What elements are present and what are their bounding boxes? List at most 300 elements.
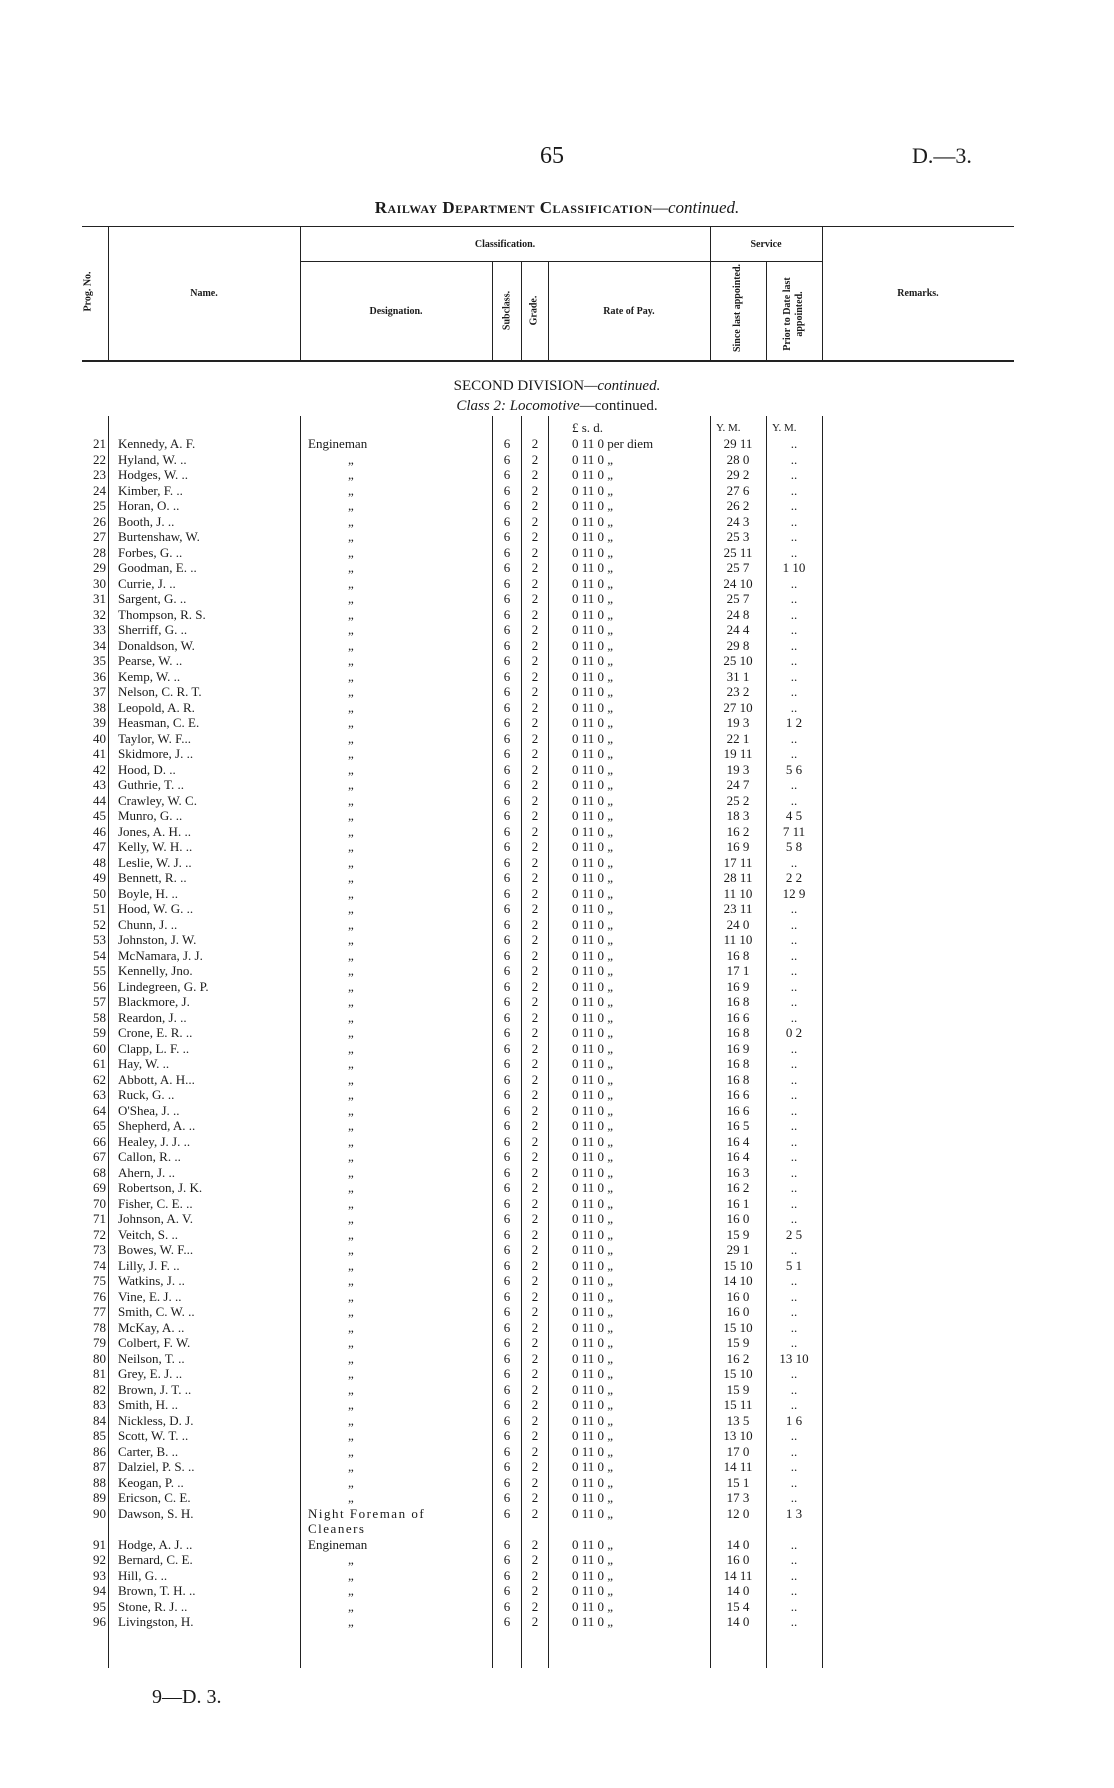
row-grade: 2 (531, 1614, 539, 1629)
row-subclass: 6 (503, 1459, 511, 1474)
row-designation: „ (348, 1428, 354, 1443)
row-name: Grey, E. J. .. (118, 1366, 183, 1381)
row-name: Heasman, C. E. (118, 715, 200, 730)
row-rate-of-pay: 0 11 0 „ (572, 808, 614, 823)
header-bottom-rule (82, 360, 1014, 362)
row-designation: „ (348, 1009, 354, 1025)
row-designation: „ (348, 1350, 354, 1366)
table-row (0, 1211, 1114, 1227)
row-grade: 2 (531, 1087, 539, 1102)
row-designation: „ (348, 715, 354, 730)
row-subclass: 6 (503, 761, 511, 777)
row-designation: „ (348, 1149, 354, 1164)
row-name: Hyland, W. .. (118, 451, 187, 467)
row-designation: „ (348, 1397, 354, 1412)
row-grade: 2 (531, 529, 539, 544)
row-subclass: 6 (503, 870, 511, 885)
table-row (0, 1273, 1114, 1289)
row-rate-of-pay: 0 11 0 „ (572, 1242, 614, 1257)
row-grade: 2 (531, 1366, 539, 1381)
table-row (0, 1366, 1114, 1382)
row-rate-of-pay: 0 11 0 „ (572, 1583, 614, 1598)
table-row (0, 963, 1114, 979)
row-rate-of-pay: 0 11 0 „ (572, 823, 614, 839)
row-prog-no: 84 (93, 1412, 106, 1428)
row-rate-of-pay: 0 11 0 „ (572, 1118, 614, 1133)
row-since-last: 16 6 (726, 1087, 750, 1102)
row-since-last: 17 11 (723, 854, 753, 870)
row-grade: 2 (531, 482, 539, 498)
row-name: Ericson, C. E. (118, 1490, 191, 1505)
row-grade: 2 (531, 885, 539, 901)
row-name: Watkins, J. .. (118, 1273, 185, 1288)
row-name: Ruck, G. .. (118, 1087, 175, 1102)
row-subclass: 6 (503, 1257, 511, 1273)
row-designation: „ (348, 1071, 354, 1087)
row-prior-to-date: .. (790, 1288, 798, 1304)
row-subclass: 6 (503, 994, 511, 1009)
row-prior-to-date: .. (790, 792, 798, 808)
row-since-last: 28 0 (726, 451, 750, 467)
row-grade: 2 (531, 1350, 539, 1366)
row-prior-to-date: .. (790, 668, 798, 684)
row-name: Neilson, T. .. (118, 1350, 185, 1366)
row-prog-no: 54 (93, 947, 106, 963)
row-designation: „ (348, 978, 354, 994)
row-rate-of-pay: 0 11 0 „ (572, 513, 614, 529)
row-grade: 2 (531, 1025, 539, 1040)
row-grade: 2 (531, 544, 539, 560)
row-designation: „ (348, 1474, 354, 1490)
row-prior-to-date: .. (790, 1459, 798, 1474)
page-number: 65 (540, 143, 564, 169)
row-since-last: 19 3 (726, 761, 750, 777)
row-rate-of-pay: 0 11 0 „ (572, 1412, 614, 1428)
table-row (0, 1444, 1114, 1460)
table-row (0, 1072, 1114, 1088)
table-row (0, 1382, 1114, 1398)
row-prog-no: 32 (93, 606, 106, 622)
table-row (0, 607, 1114, 623)
row-prog-no: 57 (93, 994, 106, 1009)
row-name: Jones, A. H. .. (118, 823, 191, 839)
row-rate-of-pay: 0 11 0 „ (572, 544, 614, 560)
row-grade: 2 (531, 1273, 539, 1288)
row-name: Nickless, D. J. (118, 1412, 194, 1428)
row-subclass: 6 (503, 1040, 511, 1056)
row-prog-no: 46 (93, 823, 106, 839)
row-grade: 2 (531, 1257, 539, 1273)
row-name: Lindegreen, G. P. (118, 978, 209, 994)
row-since-last: 16 0 (726, 1552, 750, 1567)
row-rate-of-pay: 0 11 0 „ (572, 1180, 614, 1195)
row-prog-no: 74 (93, 1257, 106, 1273)
table-row (0, 1025, 1114, 1041)
row-since-last: 31 1 (726, 668, 750, 684)
row-name: Bennett, R. .. (118, 870, 187, 885)
row-rate-of-pay: 0 11 0 „ (572, 1459, 614, 1474)
row-rate-of-pay: 0 11 0 „ (572, 1350, 614, 1366)
row-prior-to-date: .. (790, 1583, 798, 1598)
row-prog-no: 42 (93, 761, 106, 777)
table-row (0, 638, 1114, 654)
document-reference: D.—3. (912, 143, 972, 168)
row-prior-to-date: .. (790, 436, 798, 451)
row-prog-no: 41 (93, 746, 106, 761)
row-since-last: 15 9 (726, 1226, 750, 1242)
row-prior-to-date: .. (790, 653, 798, 668)
header-top-rule (82, 226, 1014, 227)
row-prog-no: 29 (93, 560, 106, 575)
row-name: Guthrie, T. .. (118, 777, 184, 792)
table-row (0, 824, 1114, 840)
header-designation: Designation. (369, 306, 423, 317)
row-grade: 2 (531, 606, 539, 622)
row-prog-no: 23 (93, 467, 106, 482)
row-prog-no: 34 (93, 637, 106, 653)
row-since-last: 23 2 (726, 684, 750, 699)
row-grade: 2 (531, 1164, 539, 1180)
row-rate-of-pay: 0 11 0 „ (572, 1428, 614, 1443)
row-grade: 2 (531, 575, 539, 591)
row-prior-to-date: 2 5 (785, 1226, 803, 1242)
row-subclass: 6 (503, 1335, 511, 1350)
row-prior-to-date: .. (790, 529, 798, 544)
row-prior-to-date: .. (790, 637, 798, 653)
row-prog-no: 35 (93, 653, 106, 668)
row-subclass: 6 (503, 746, 511, 761)
row-grade: 2 (531, 451, 539, 467)
table-row (0, 436, 1114, 452)
row-name: Thompson, R. S. (118, 606, 206, 622)
table-row (0, 1118, 1114, 1134)
row-name: Hood, W. G. .. (118, 901, 194, 916)
row-prior-to-date: .. (790, 575, 798, 591)
row-prior-to-date: .. (790, 1133, 798, 1149)
table-row (0, 483, 1114, 499)
row-prog-no: 76 (93, 1288, 106, 1304)
row-subclass: 6 (503, 715, 511, 730)
row-since-last: 26 2 (726, 498, 750, 513)
row-rate-of-pay: 0 11 0 „ (572, 1614, 614, 1629)
row-grade: 2 (531, 777, 539, 792)
row-prog-no: 91 (93, 1536, 106, 1552)
row-prior-to-date: 5 6 (785, 761, 803, 777)
table-row (0, 1320, 1114, 1336)
row-since-last: 22 1 (726, 730, 750, 746)
row-rate-of-pay: 0 11 0 „ (572, 1164, 614, 1180)
row-grade: 2 (531, 513, 539, 529)
row-designation: „ (348, 916, 354, 932)
row-rate-of-pay: 0 11 0 „ (572, 916, 614, 932)
row-name: Hill, G. .. (118, 1567, 168, 1583)
row-subclass: 6 (503, 1567, 511, 1583)
row-name: Kennedy, A. F. (118, 436, 196, 451)
row-name: Chunn, J. .. (118, 916, 178, 932)
row-prog-no: 33 (93, 622, 106, 637)
row-designation: „ (348, 839, 354, 854)
table-row (0, 684, 1114, 700)
row-designation: „ (348, 1025, 354, 1040)
row-designation: Engineman (308, 1536, 368, 1552)
row-subclass: 6 (503, 1009, 511, 1025)
row-grade: 2 (531, 1133, 539, 1149)
row-prog-no: 56 (93, 978, 106, 994)
row-grade: 2 (531, 1118, 539, 1133)
row-subclass: 6 (503, 1428, 511, 1443)
row-rate-of-pay: 0 11 0 „ (572, 1211, 614, 1226)
row-designation: „ (348, 730, 354, 746)
table-row (0, 1242, 1114, 1258)
table-row (0, 514, 1114, 530)
row-prog-no: 53 (93, 932, 106, 947)
row-name: Hodges, W. .. (118, 467, 189, 482)
row-designation: „ (348, 1443, 354, 1459)
row-rate-of-pay: 0 11 0 „ (572, 467, 614, 482)
row-name: Munro, G. .. (118, 808, 183, 823)
row-subclass: 6 (503, 1397, 511, 1412)
row-subclass: 6 (503, 482, 511, 498)
row-rate-of-pay: 0 11 0 „ (572, 777, 614, 792)
row-since-last: 16 8 (726, 1071, 750, 1087)
row-name: Callon, R. .. (118, 1149, 181, 1164)
row-rate-of-pay: 0 11 0 „ (572, 1273, 614, 1288)
row-rate-of-pay: 0 11 0 „ (572, 1304, 614, 1319)
row-prior-to-date: 13 10 (779, 1350, 809, 1366)
money-unit-header: £ s. d. (572, 420, 604, 435)
row-rate-of-pay: 0 11 0 „ (572, 932, 614, 947)
row-designation: „ (348, 1288, 354, 1304)
row-rate-of-pay: 0 11 0 „ (572, 901, 614, 916)
row-grade: 2 (531, 1335, 539, 1350)
table-row (0, 700, 1114, 716)
row-name: Ahern, J. .. (118, 1164, 176, 1180)
table-row (0, 932, 1114, 948)
row-subclass: 6 (503, 1102, 511, 1118)
row-subclass: 6 (503, 1366, 511, 1381)
row-name: Healey, J. J. .. (118, 1133, 191, 1149)
row-name: Bowes, W. F... (118, 1242, 194, 1257)
row-since-last: 16 9 (726, 1040, 750, 1056)
row-prior-to-date: 12 9 (782, 885, 806, 901)
table-row (0, 901, 1114, 917)
row-name: Sargent, G. .. (118, 591, 187, 606)
header-prior-to-date: Prior to Date last appointed. (782, 277, 805, 351)
table-row (0, 1165, 1114, 1181)
row-prior-to-date: 1 6 (785, 1412, 803, 1428)
row-since-last: 15 10 (723, 1257, 753, 1273)
row-prog-no: 48 (93, 854, 106, 870)
row-designation: „ (348, 808, 354, 823)
row-designation: „ (348, 544, 354, 560)
row-prior-to-date: .. (790, 746, 798, 761)
row-subclass: 6 (503, 436, 511, 451)
row-name: Dawson, S. H. (118, 1505, 194, 1521)
row-since-last: 16 0 (726, 1211, 750, 1226)
row-designation: „ (348, 622, 354, 637)
row-subclass: 6 (503, 467, 511, 482)
table-row (0, 1227, 1114, 1243)
row-prog-no: 28 (93, 544, 106, 560)
row-prior-to-date: .. (790, 1428, 798, 1443)
row-subclass: 6 (503, 1552, 511, 1567)
row-prog-no: 40 (93, 730, 106, 746)
row-grade: 2 (531, 808, 539, 823)
row-prior-to-date: .. (790, 947, 798, 963)
row-prog-no: 86 (93, 1443, 106, 1459)
row-since-last: 29 8 (726, 637, 750, 653)
row-rate-of-pay: 0 11 0 „ (572, 1195, 614, 1211)
row-designation: „ (348, 1087, 354, 1102)
row-since-last: 24 4 (726, 622, 750, 637)
section-title (0, 378, 1114, 395)
row-subclass: 6 (503, 1025, 511, 1040)
row-since-last: 25 3 (726, 529, 750, 544)
row-designation: „ (348, 963, 354, 978)
row-prog-no: 85 (93, 1428, 106, 1443)
row-designation: „ (348, 1195, 354, 1211)
col-rule (766, 261, 767, 360)
row-prior-to-date: .. (790, 1598, 798, 1614)
row-rate-of-pay: 0 11 0 „ (572, 668, 614, 684)
row-rate-of-pay: 0 11 0 „ (572, 575, 614, 591)
table-row (0, 622, 1114, 638)
row-prog-no: 27 (93, 529, 106, 544)
row-prog-no: 75 (93, 1273, 106, 1288)
row-name: Goodman, E. .. (118, 560, 197, 575)
row-designation: „ (348, 591, 354, 606)
row-designation: „ (348, 1381, 354, 1397)
row-prog-no: 26 (93, 513, 106, 529)
row-prog-no: 21 (93, 436, 106, 451)
row-since-last: 16 9 (726, 839, 750, 854)
row-prior-to-date: .. (790, 1211, 798, 1226)
table-row (0, 1087, 1114, 1103)
row-prior-to-date: .. (790, 1552, 798, 1567)
row-name: Leslie, W. J. .. (118, 854, 192, 870)
row-prior-to-date: 0 2 (785, 1025, 803, 1040)
row-prog-no: 77 (93, 1304, 106, 1319)
row-prog-no: 31 (93, 591, 106, 606)
table-row (0, 1599, 1114, 1615)
row-subclass: 6 (503, 1536, 511, 1552)
table-row (0, 498, 1114, 514)
row-grade: 2 (531, 1040, 539, 1056)
row-since-last: 27 10 (723, 699, 753, 715)
row-name: Horan, O. .. (118, 498, 180, 513)
row-since-last: 28 11 (723, 870, 753, 885)
table-row (0, 777, 1114, 793)
row-prog-no: 38 (93, 699, 106, 715)
row-prog-no: 49 (93, 870, 106, 885)
row-since-last: 13 10 (723, 1428, 753, 1443)
row-rate-of-pay: 0 11 0 „ (572, 1443, 614, 1459)
row-prior-to-date: .. (790, 1381, 798, 1397)
row-prog-no: 39 (93, 715, 106, 730)
row-prog-no: 71 (93, 1211, 106, 1226)
row-grade: 2 (531, 1242, 539, 1257)
row-subclass: 6 (503, 1071, 511, 1087)
row-name: Kemp, W. .. (118, 668, 181, 684)
row-prog-no: 36 (93, 668, 106, 684)
row-subclass: 6 (503, 668, 511, 684)
row-name: Livingston, H. (118, 1614, 194, 1629)
row-subclass: 6 (503, 1443, 511, 1459)
row-name: Fisher, C. E. .. (118, 1195, 193, 1211)
row-prior-to-date: .. (790, 1335, 798, 1350)
row-subclass: 6 (503, 1288, 511, 1304)
row-name: McKay, A. .. (118, 1319, 185, 1335)
row-since-last: 27 6 (726, 482, 750, 498)
row-name: Reardon, J. .. (118, 1009, 187, 1025)
row-name: Burtenshaw, W. (118, 529, 200, 544)
row-since-last: 16 6 (726, 1009, 750, 1025)
row-since-last: 14 0 (726, 1536, 750, 1552)
row-name: Crawley, W. C. (118, 792, 197, 808)
row-grade: 2 (531, 1180, 539, 1195)
row-rate-of-pay: 0 11 0 „ (572, 529, 614, 544)
row-name: Forbes, G. .. (118, 544, 183, 560)
row-designation: „ (348, 761, 354, 777)
row-since-last: 13 5 (726, 1412, 750, 1428)
row-grade: 2 (531, 1412, 539, 1428)
row-designation: „ (348, 467, 354, 482)
row-rate-of-pay: 0 11 0 „ (572, 1087, 614, 1102)
row-subclass: 6 (503, 1505, 511, 1521)
row-name: Shepherd, A. .. (118, 1118, 196, 1133)
row-subclass: 6 (503, 823, 511, 839)
row-designation: „ (348, 1242, 354, 1257)
row-rate-of-pay: 0 11 0 „ (572, 761, 614, 777)
row-prior-to-date: .. (790, 1273, 798, 1288)
row-prior-to-date: .. (790, 1366, 798, 1381)
table-row (0, 855, 1114, 871)
class-title (0, 398, 1114, 415)
row-designation: „ (348, 777, 354, 792)
table-row (0, 715, 1114, 731)
row-rate-of-pay: 0 11 0 „ (572, 885, 614, 901)
row-name: Donaldson, W. (118, 637, 195, 653)
row-rate-of-pay: 0 11 0 „ (572, 730, 614, 746)
row-since-last: 25 7 (726, 560, 750, 575)
row-prior-to-date: .. (790, 1536, 798, 1552)
row-name: Taylor, W. F... (118, 730, 192, 746)
row-since-last: 24 10 (723, 575, 753, 591)
table-row (0, 1258, 1114, 1274)
row-name: Crone, E. R. .. (118, 1025, 193, 1040)
row-grade: 2 (531, 1288, 539, 1304)
row-prog-no: 72 (93, 1226, 106, 1242)
row-since-last: 25 7 (726, 591, 750, 606)
row-grade: 2 (531, 498, 539, 513)
row-rate-of-pay: 0 11 0 „ (572, 1474, 614, 1490)
row-rate-of-pay: 0 11 0 „ (572, 994, 614, 1009)
row-prior-to-date: 1 10 (782, 560, 806, 575)
row-name: Pearse, W. .. (118, 653, 183, 668)
row-grade: 2 (531, 870, 539, 885)
row-name: Clapp, L. F. .. (118, 1040, 190, 1056)
row-name: Hay, W. .. (118, 1056, 170, 1071)
table-row (0, 1490, 1114, 1506)
row-name: Hodge, A. J. .. (118, 1536, 193, 1552)
header-service: Service (750, 239, 782, 250)
table-row (0, 1134, 1114, 1150)
row-prog-no: 55 (93, 963, 106, 978)
header-prog-no: Prog. No. (82, 271, 94, 312)
row-grade: 2 (531, 761, 539, 777)
row-prior-to-date: .. (790, 730, 798, 746)
row-prior-to-date: .. (790, 1164, 798, 1180)
